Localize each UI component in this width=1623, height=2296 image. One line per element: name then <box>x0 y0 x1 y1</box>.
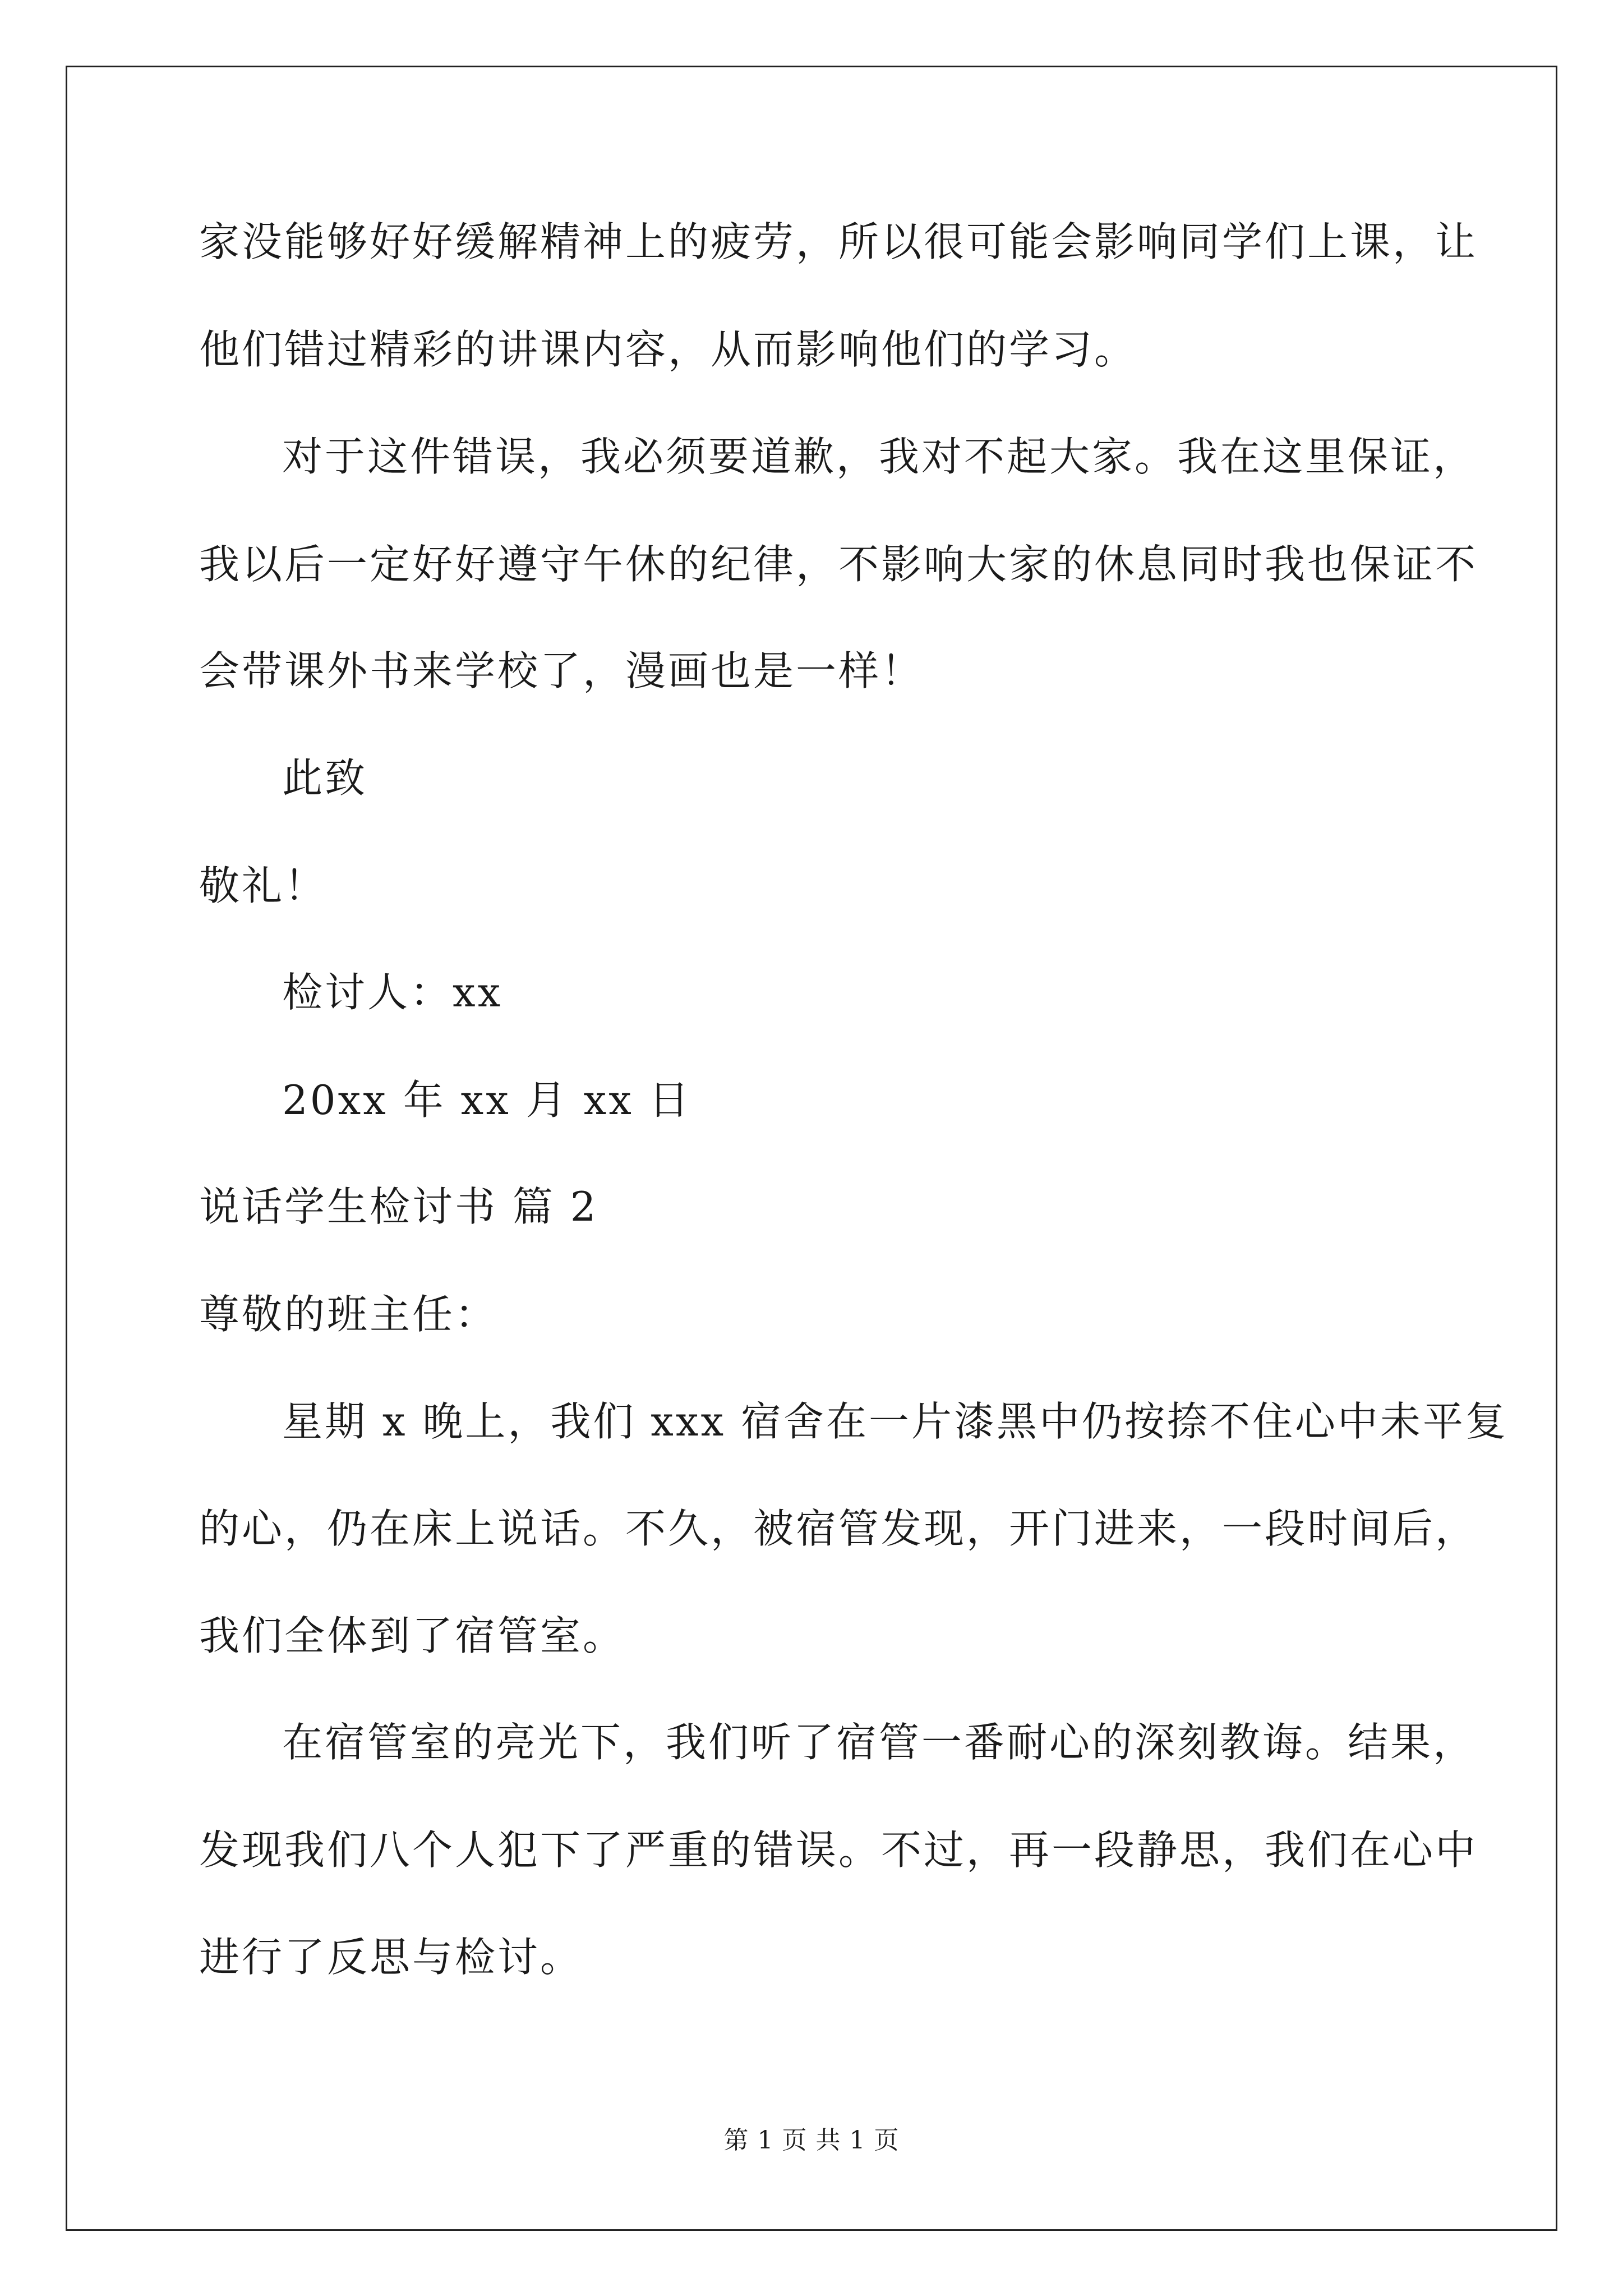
text-line: 他们错过精彩的讲课内容，从而影响他们的学习。 <box>199 326 1137 373</box>
section-title: 说话学生检讨书 篇 2 <box>199 1183 598 1230</box>
text-line: 我们全体到了宿管室。 <box>199 1612 626 1659</box>
closing-line: 敬礼！ <box>199 862 328 909</box>
text-line: 进行了反思与检讨。 <box>199 1934 583 1981</box>
salutation-line: 此致 <box>282 754 368 802</box>
text-line: 在宿管室的亮光下，我们听了宿管一番耐心的深刻教诲。结果， <box>282 1719 1476 1766</box>
text-line: 的心，仍在床上说话。不久，被宿管发现，开门进来，一段时间后， <box>199 1505 1478 1552</box>
greeting-line: 尊敬的班主任： <box>199 1291 498 1338</box>
text-line: 我以后一定好好遵守午休的纪律，不影响大家的休息同时我也保证不 <box>199 541 1478 588</box>
page-footer: 第 1 页 共 1 页 <box>723 2126 900 2155</box>
text-line: 家没能够好好缓解精神上的疲劳，所以很可能会影响同学们上课，让 <box>199 218 1478 265</box>
text-line: 会带课外书来学校了，漫画也是一样！ <box>199 647 924 694</box>
text-line: 星期 x 晚上，我们 xxx 宿舍在一片漆黑中仍按捺不住心中未平复 <box>282 1398 1508 1445</box>
page-border <box>66 66 1557 2231</box>
date-line: 20xx 年 xx 月 xx 日 <box>282 1076 691 1124</box>
text-line: 发现我们八个人犯下了严重的错误。不过，再一段静思，我们在心中 <box>199 1826 1478 1874</box>
text-line: 对于这件错误，我必须要道歉，我对不起大家。我在这里保证， <box>282 433 1476 480</box>
signature-line: 检讨人：xx <box>282 969 503 1016</box>
